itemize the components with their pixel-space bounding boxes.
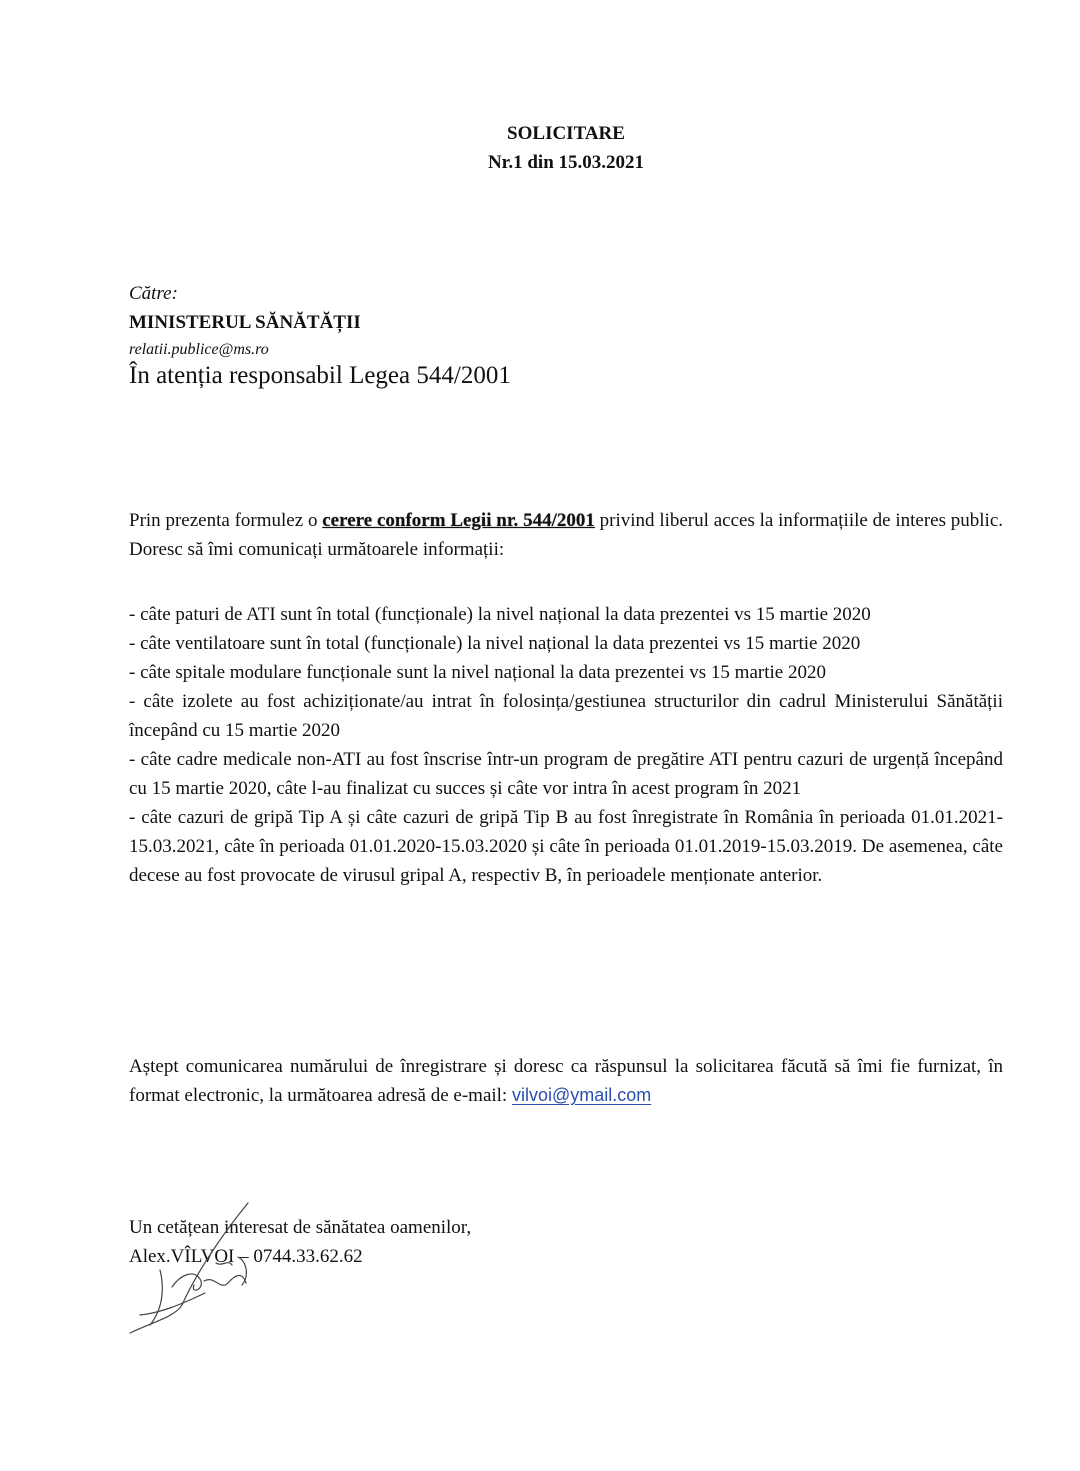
request-item: - câte cazuri de gripă Tip A și câte cazuri de gripă Tip B au fost înregistrate în România în perioada 01.01.2021-15.03.2021, câte în perioada 01.01.2020-15.03.2020 și câte în perioada 01.01.2019-15.03.2019. De asemenea, câte decese au fost provocate de virusul gripal A, respectiv B, în perioadele menționate anterior. [129,807,1003,886]
recipient-attention: În atenția responsabil Legea 544/2001 [129,362,511,389]
recipient-institution: MINISTERUL SĂNĂTĂȚII [129,312,361,333]
closing-text: Aștept comunicarea numărului de înregistrare și doresc ca răspunsul la solicitarea făcută să îmi fie furnizat, în format electronic, la următoarea adresă de e-mail: [129,1056,1003,1106]
document-title: SOLICITARE [507,123,625,144]
handwritten-signature [120,1195,290,1345]
request-item: - câte paturi de ATI sunt în total (funcționale) la nivel național la data prezentei vs 15 martie 2020 [129,604,871,625]
request-item: - câte izolete au fost achiziționate/au intrat în folosința/gestiunea structurilor din cadrul Ministerului Sănătății începând cu 15 martie 2020 [129,691,1003,741]
law-reference: cerere conform Legii nr. 544/2001 [322,510,595,531]
request-item: - câte spitale modulare funcționale sunt la nivel național la data prezentei vs 15 martie 2020 [129,662,826,683]
recipient-email: relatii.publice@ms.ro [129,341,269,358]
reply-email-link[interactable]: vilvoi@ymail.com [511,1085,652,1105]
recipient-label: Către: [129,283,178,304]
request-item: - câte cadre medicale non-ATI au fost înscrise într-un program de pregătire ATI pentru cazuri de urgență începând cu 15 martie 2020, câte l-au finalizat cu succes și câte vor intra în acest program în 2021 [129,749,1003,799]
signature-name-phone: Alex.VÎLVOI – 0744.33.62.62 [129,1246,363,1267]
intro-paragraph [129,506,1003,564]
intro-text-after: privind liberul acces la informațiile de interes public. Doresc să îmi comunicați următoarele informații: [129,510,1003,560]
signature-salutation: Un cetățean interesat de sănătatea oamenilor, [129,1217,472,1238]
closing-paragraph [129,1052,1003,1110]
document-number-date: Nr.1 din 15.03.2021 [487,152,645,173]
request-item: - câte ventilatoare sunt în total (funcționale) la nivel național la data prezentei vs 15 martie 2020 [129,633,861,654]
intro-text-before: Prin prezenta formulez o [129,510,323,531]
requests-list [129,600,1003,890]
